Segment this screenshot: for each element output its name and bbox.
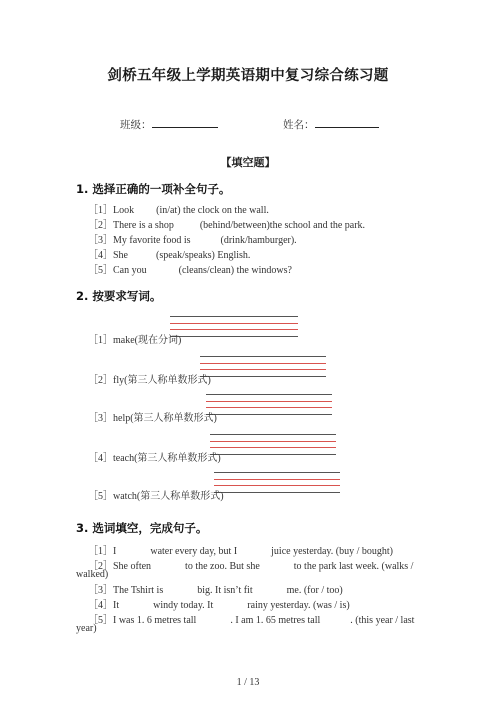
item-text: big. It isn’t fit: [197, 585, 253, 596]
item-number: ［4］: [88, 600, 113, 611]
class-blank: [152, 117, 218, 128]
item-text: juice yesterday. (buy / bought): [271, 546, 393, 557]
page-number: 1 / 13: [236, 677, 260, 688]
q3-item-1: [88, 542, 393, 557]
item-text: (cleans/clean) the windows?: [178, 265, 292, 276]
item-text: There is a shop: [113, 220, 174, 231]
item-number: ［1］: [88, 335, 113, 346]
q2-item-1: [88, 331, 181, 346]
item-number: ［2］: [88, 375, 113, 386]
q1-item-1: [88, 201, 269, 216]
item-text: water every day, but I: [150, 546, 238, 557]
item-text: windy today. It: [153, 600, 214, 611]
name-field: [283, 117, 379, 132]
name-blank: [315, 117, 379, 128]
item-text: Can you: [113, 265, 147, 276]
item-text: rainy yesterday. (was / is): [247, 600, 350, 611]
q1-item-4: [88, 246, 250, 261]
item-text: to the park last week. (walks /: [293, 561, 414, 572]
item-number: ［4］: [88, 453, 113, 464]
item-number: ［1］: [88, 546, 113, 557]
item-text: It: [113, 600, 120, 611]
q3-item-4: [88, 596, 350, 611]
item-text: (in/at) the clock on the wall.: [156, 205, 269, 216]
item-text: (drink/hamburger).: [220, 235, 297, 246]
q3-item-3: [88, 581, 343, 596]
item-text: watch(第三人称单数形式): [113, 491, 224, 502]
name-label: 姓名：: [283, 119, 315, 131]
item-number: ［1］: [88, 205, 113, 216]
item-number: ［2］: [88, 561, 113, 572]
page-title: 剑桥五年级上学期英语期中复习综合练习题: [107, 68, 389, 84]
item-number: ［2］: [88, 220, 113, 231]
item-text: to the zoo. But she: [185, 561, 260, 572]
q3-item-5-continued: year): [76, 623, 97, 634]
item-text: teach(第三人称单数形式): [113, 453, 221, 464]
q2-item-5: [88, 487, 224, 502]
class-field: [120, 117, 218, 132]
item-text: (behind/between)the school and the park.: [199, 220, 366, 231]
section-header: 【填空题】: [220, 156, 276, 169]
item-number: ［5］: [88, 615, 113, 626]
q2-item-3: [88, 409, 217, 424]
q2-item-4: [88, 449, 221, 464]
item-number: ［3］: [88, 413, 113, 424]
item-text: The Tshirt is: [113, 585, 164, 596]
question-3-heading: 3. 选词填空，完成句子。: [76, 521, 208, 535]
item-text: Look: [113, 205, 135, 216]
item-text: She often: [113, 561, 152, 572]
item-number: ［3］: [88, 235, 113, 246]
item-number: ［4］: [88, 250, 113, 261]
item-number: ［3］: [88, 585, 113, 596]
item-text: I: [113, 546, 117, 557]
item-text: help(第三人称单数形式): [113, 413, 217, 424]
item-text: (speak/speaks) English.: [156, 250, 251, 261]
item-text: My favorite food is: [113, 235, 191, 246]
item-text: She: [113, 250, 128, 261]
question-1-heading: 1. 选择正确的一项补全句子。: [76, 182, 231, 196]
q3-item-5: [88, 611, 414, 626]
q3-item-2: [88, 557, 413, 572]
item-text: make(现在分词): [113, 335, 182, 346]
item-number: ［5］: [88, 265, 113, 276]
q1-item-3: [88, 231, 297, 246]
q1-item-5: [88, 261, 292, 276]
class-label: 班级：: [120, 119, 152, 131]
item-number: ［5］: [88, 491, 113, 502]
item-text: . I am 1. 65 metres tall: [230, 615, 321, 626]
item-text: fly(第三人称单数形式): [113, 375, 211, 386]
item-text: I was 1. 6 metres tall: [113, 615, 197, 626]
item-text: me. (for / too): [286, 585, 343, 596]
question-2-heading: 2. 按要求写词。: [76, 289, 162, 303]
item-text: . (this year / last: [350, 615, 415, 626]
q2-item-2: [88, 371, 211, 386]
q3-item-2-continued: walked): [76, 569, 109, 580]
q1-item-2: [88, 216, 365, 231]
